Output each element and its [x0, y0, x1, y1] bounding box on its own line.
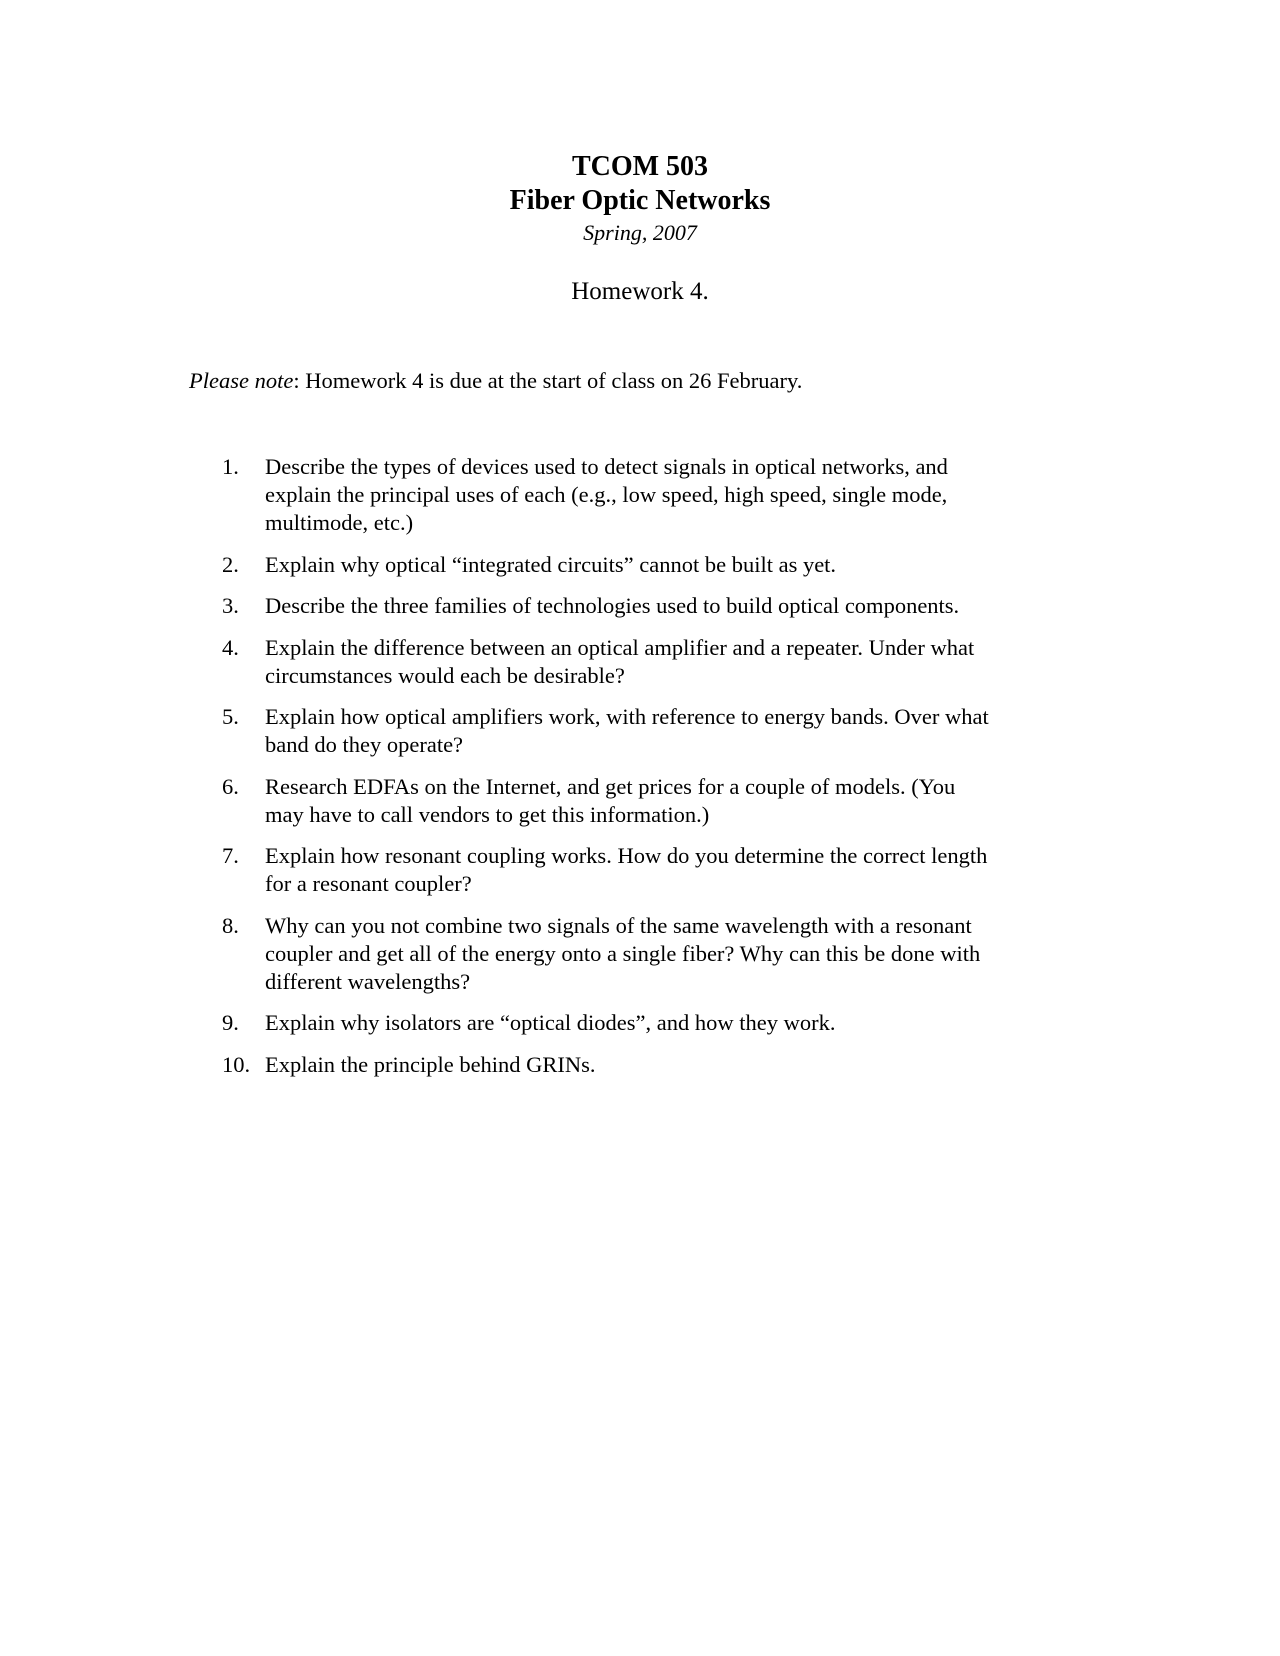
question-text: Research EDFAs on the Internet, and get prices for a couple of models. (You may have to call vendors to get this information.)	[265, 773, 956, 827]
question-text: Explain why optical “integrated circuits” cannot be built as yet.	[265, 551, 837, 577]
question-item	[222, 592, 1082, 620]
question-item	[222, 773, 1082, 829]
question-item	[222, 703, 1082, 759]
term-label: Spring, 2007	[583, 220, 697, 245]
question-text: Explain the principle behind GRINs.	[265, 1051, 596, 1077]
question-text: Why can you not combine two signals of the same wavelength with a resonant coupler and get all of the energy onto a single fiber? Why can this be done with different wavelengths?	[265, 912, 981, 994]
question-number: 7.	[222, 843, 239, 868]
course-title: Fiber Optic Networks	[509, 185, 771, 216]
question-text: Explain how optical amplifiers work, with reference to energy bands. Over what band do they operate?	[265, 704, 989, 757]
question-number: 2.	[222, 551, 239, 577]
question-text: Explain why isolators are “optical diodes”, and how they work.	[265, 1010, 836, 1035]
note-label: Please note	[189, 368, 294, 393]
question-item	[222, 1051, 1082, 1079]
question-list	[222, 453, 1082, 1092]
question-item	[222, 634, 1082, 690]
question-text: Explain how resonant coupling works. How do you determine the correct length for a resonant coupler?	[265, 843, 988, 896]
question-number: 3.	[222, 593, 239, 618]
question-number: 6.	[222, 773, 239, 799]
due-date-note	[189, 366, 802, 396]
question-text: Explain the difference between an optical amplifier and a repeater. Under what circumstances would each be desirable?	[265, 634, 975, 688]
question-number: 10.	[222, 1051, 251, 1077]
question-number: 5.	[222, 704, 239, 729]
question-item	[222, 1009, 1082, 1037]
question-text: Describe the three families of technologies used to build optical components.	[265, 593, 960, 618]
question-number: 1.	[222, 454, 239, 479]
question-number: 9.	[222, 1010, 239, 1035]
assignment-title: Homework 4.	[571, 278, 709, 305]
question-item	[222, 842, 1082, 898]
question-number: 8.	[222, 912, 239, 938]
question-number: 4.	[222, 634, 239, 660]
question-item	[222, 453, 1082, 537]
question-item	[222, 551, 1082, 579]
question-text: Describe the types of devices used to detect signals in optical networks, and explain the principal uses of each (e.g., low speed, high speed, single mode, multimode, etc.)	[265, 454, 948, 535]
note-text: : Homework 4 is due at the start of class on 26 February.	[293, 368, 803, 393]
question-item	[222, 912, 1082, 996]
course-code: TCOM 503	[571, 151, 709, 182]
